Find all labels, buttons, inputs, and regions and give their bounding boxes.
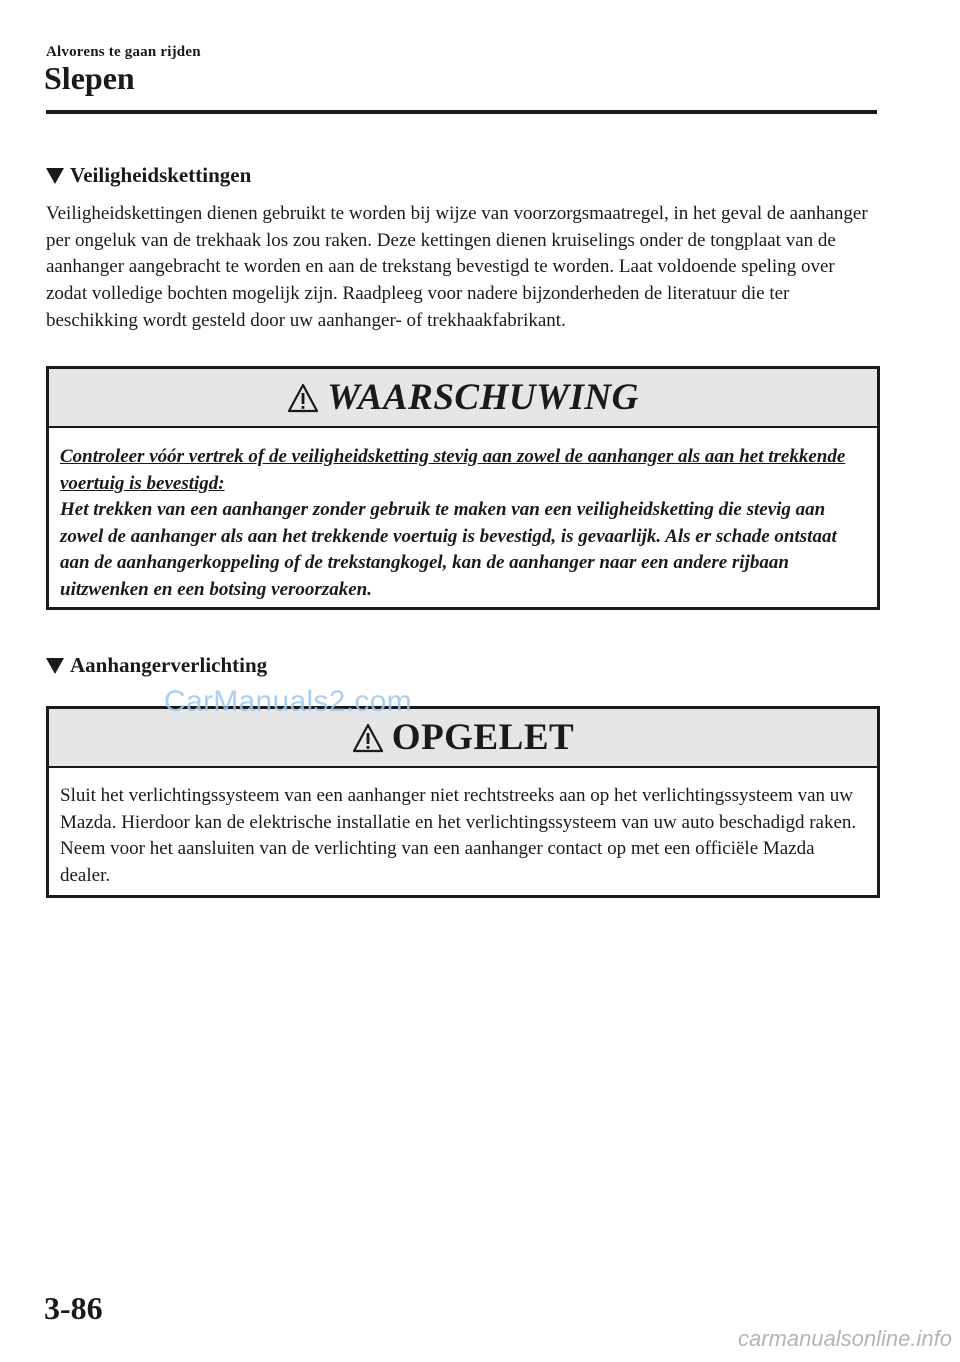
- footer-watermark: carmanualsonline.info: [737, 1326, 952, 1351]
- watermark-logo: CarManuals2.com: [164, 685, 412, 718]
- chapter-label: Alvorens te gaan rijden: [46, 44, 201, 60]
- warning-triangle-icon: [287, 383, 319, 413]
- warning-body: [49, 428, 877, 603]
- triangle-down-icon: [46, 168, 64, 184]
- section-title: Slepen: [44, 60, 135, 96]
- warning-triangle-icon: [352, 723, 384, 753]
- caution-title: OPGELET: [391, 717, 575, 758]
- warning-title: WAARSCHUWING: [327, 377, 639, 418]
- subheading-trailer-lights: [46, 653, 267, 678]
- page-number: 3-86: [44, 1290, 103, 1326]
- warning-box: [46, 366, 880, 610]
- subheading-safety-chains: [46, 163, 251, 188]
- subheading-safety-chains-text: Veiligheidskettingen: [70, 163, 252, 187]
- subheading-trailer-lights-text: Aanhangerverlichting: [70, 653, 268, 677]
- warning-underlined-text: Controleer vóór vertrek of de veiligheidsketting stevig aan zowel de aanhanger als aan het trekkende voertuig is bevestigd:: [60, 446, 846, 494]
- safety-chains-paragraph: Veiligheidskettingen dienen gebruikt te worden bij wijze van voorzorgsmaatregel, in het geval de aanhanger per ongeluk van de trekhaak los zou raken. Deze kettingen dienen kruiselings onder de tongplaat van de aanhanger aangebracht te worden en aan de trekstang bevestigd te worden. Laat voldoende speling over zodat volledige bochten mogelijk zijn. Raadpleeg voor nadere bijzonderheden de literatuur die ter beschikking wordt gesteld door uw aanhanger- of trekhaakfabrikant.: [46, 203, 868, 331]
- warning-header: [49, 369, 877, 428]
- triangle-down-icon: [46, 658, 64, 674]
- caution-body-text: Sluit het verlichtingssysteem van een aanhanger niet rechtstreeks aan op het verlichtingssysteem van uw Mazda. Hierdoor kan de elektrische installatie en het verlichtingssysteem van uw auto beschadigd raken. Neem voor het aansluiten van de verlichting van een aanhanger contact op met een officiële Mazda dealer.: [60, 785, 857, 886]
- caution-box: [46, 706, 880, 898]
- warning-body-text: Het trekken van een aanhanger zonder gebruik te maken van een veiligheidsketting die stevig aan zowel de aanhanger als aan het trekkende voertuig is bevestigd, is gevaarlijk. Als er schade ontstaat aan de aanhangerkoppeling of de trekstangkogel, kan de aanhanger naar een andere rijbaan uitzwenken en een botsing veroorzaken.: [60, 499, 837, 600]
- header-rule: [46, 110, 877, 114]
